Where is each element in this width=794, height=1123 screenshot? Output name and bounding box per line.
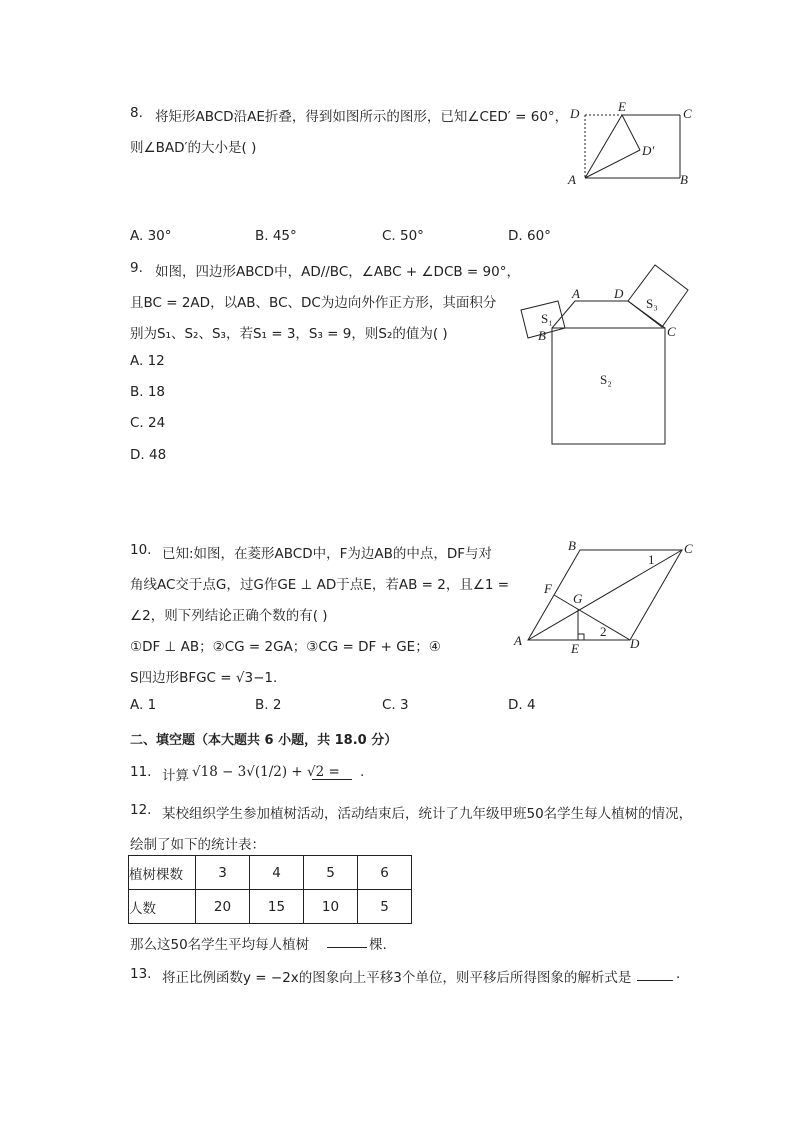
q8-label-D: D: [570, 106, 580, 121]
q9-number: 9.: [130, 260, 143, 276]
q10-angle-1: 1: [648, 552, 655, 567]
table-cell: 15: [250, 890, 304, 924]
q8-text-line2: 则∠BAD′的大小是( ): [130, 140, 257, 156]
q9-option-d: D. 48: [130, 447, 167, 463]
q12-after-suffix: 棵.: [369, 937, 387, 953]
q12-table: [128, 855, 412, 924]
q10-label-D: D: [630, 636, 640, 651]
q8-option-b: B. 45°: [255, 228, 297, 244]
q8-label-E: E: [618, 99, 626, 114]
q8-number: 8.: [130, 105, 143, 121]
q8-label-B: B: [680, 172, 688, 187]
q12-text-line1: 某校组织学生参加植树活动，活动结束后，统计了九年级甲班50名学生每人植树的情况，: [162, 806, 693, 822]
q8-option-a: A. 30°: [130, 228, 172, 244]
q13-number: 13.: [130, 966, 152, 982]
q10-text-line3: ∠2，则下列结论正确个数的有( ): [130, 608, 328, 624]
q10-label-E: E: [571, 641, 579, 656]
table-cell: 6: [358, 856, 412, 890]
q10-figure: [510, 535, 700, 655]
table-cell: 4: [250, 856, 304, 890]
q13-answer-blank[interactable]: [637, 980, 673, 981]
q10-option-a: A. 1: [130, 697, 157, 713]
table-cell: 5: [304, 856, 358, 890]
q10-option-d: D. 4: [508, 697, 536, 713]
table-cell: 植树棵数: [129, 856, 196, 890]
q10-label-G: G: [573, 591, 583, 606]
q11-prefix: 计算: [162, 768, 189, 784]
q9-text-line3: 别为S₁、S₂、S₃，若S₁ = 3，S₃ = 9，则S₂的值为( ): [130, 326, 448, 342]
q13-text: 将正比例函数y = −2x的图象向上平移3个单位，则平移后所得图象的解析式是: [162, 970, 632, 986]
table-cell: 10: [304, 890, 358, 924]
q9-option-a: A. 12: [130, 353, 165, 369]
q9-label-D: D: [614, 286, 624, 301]
q12-number: 12.: [130, 802, 152, 818]
q9-label-B: B: [538, 328, 546, 343]
q10-label-C: C: [684, 541, 693, 556]
q10-text-line4: ①DF ⊥ AB；②CG = 2GA；③CG = DF + GE；④: [130, 639, 441, 655]
q10-angle-2: 2: [600, 624, 607, 639]
q12-after-prefix: 那么这50名学生平均每人植树: [130, 937, 310, 953]
q11-number: 11.: [130, 764, 152, 780]
q10-number: 10.: [130, 542, 152, 558]
q9-label-S1: S₁: [541, 311, 553, 326]
q12-answer-blank[interactable]: [327, 947, 367, 948]
q10-text-line2: 角线AC交于点G，过G作GE ⊥ AD于点E，若AB = 2，且∠1 =: [130, 577, 510, 593]
q12-text-line2: 绘制了如下的统计表：: [130, 837, 265, 853]
q9-figure: [515, 260, 695, 450]
q10-label-A: A: [514, 633, 522, 648]
table-row: [129, 856, 412, 890]
q10-option-b: B. 2: [255, 697, 282, 713]
q8-text-line1: 将矩形ABCD沿AE折叠，得到如图所示的图形，已知∠CED′ = 60°，: [155, 109, 569, 125]
q9-label-C: C: [667, 324, 676, 339]
q10-option-c: C. 3: [382, 697, 409, 713]
q8-option-c: C. 50°: [382, 228, 424, 244]
q9-text-line1: 如图，四边形ABCD中，AD//BC，∠ABC + ∠DCB = 90°，: [155, 264, 520, 280]
section-2-title: 二、填空题（本大题共 6 小题，共 18.0 分）: [130, 733, 398, 748]
q13-suffix: .: [676, 966, 681, 982]
table-cell: 人数: [129, 890, 196, 924]
q11-expression: √18 − 3√(1/2) + √2 =: [192, 764, 340, 780]
q9-label-S3: S₃: [646, 296, 658, 311]
q8-option-d: D. 60°: [508, 228, 551, 244]
table-row: [129, 890, 412, 924]
q10-text-line5: S四边形BFGC = √3−1.: [130, 670, 278, 686]
q9-option-b: B. 18: [130, 384, 166, 400]
q8-figure: [565, 100, 705, 190]
q8-label-Dprime: D′: [642, 143, 655, 158]
q11-answer-blank[interactable]: [312, 779, 352, 780]
table-cell: 5: [358, 890, 412, 924]
q8-label-C: C: [683, 106, 692, 121]
q10-label-F: F: [544, 581, 552, 596]
q9-label-A: A: [572, 286, 580, 301]
q9-label-S2: S₂: [600, 372, 612, 387]
q10-label-B: B: [568, 538, 576, 553]
q10-text-line1: 已知:如图，在菱形ABCD中，F为边AB的中点，DF与对: [162, 546, 493, 562]
q9-option-c: C. 24: [130, 415, 166, 431]
table-cell: 20: [196, 890, 250, 924]
q8-label-A: A: [568, 172, 576, 187]
q9-text-line2: 且BC = 2AD，以AB、BC、DC为边向外作正方形，其面积分: [130, 295, 497, 311]
table-cell: 3: [196, 856, 250, 890]
q11-suffix: .: [360, 764, 365, 780]
